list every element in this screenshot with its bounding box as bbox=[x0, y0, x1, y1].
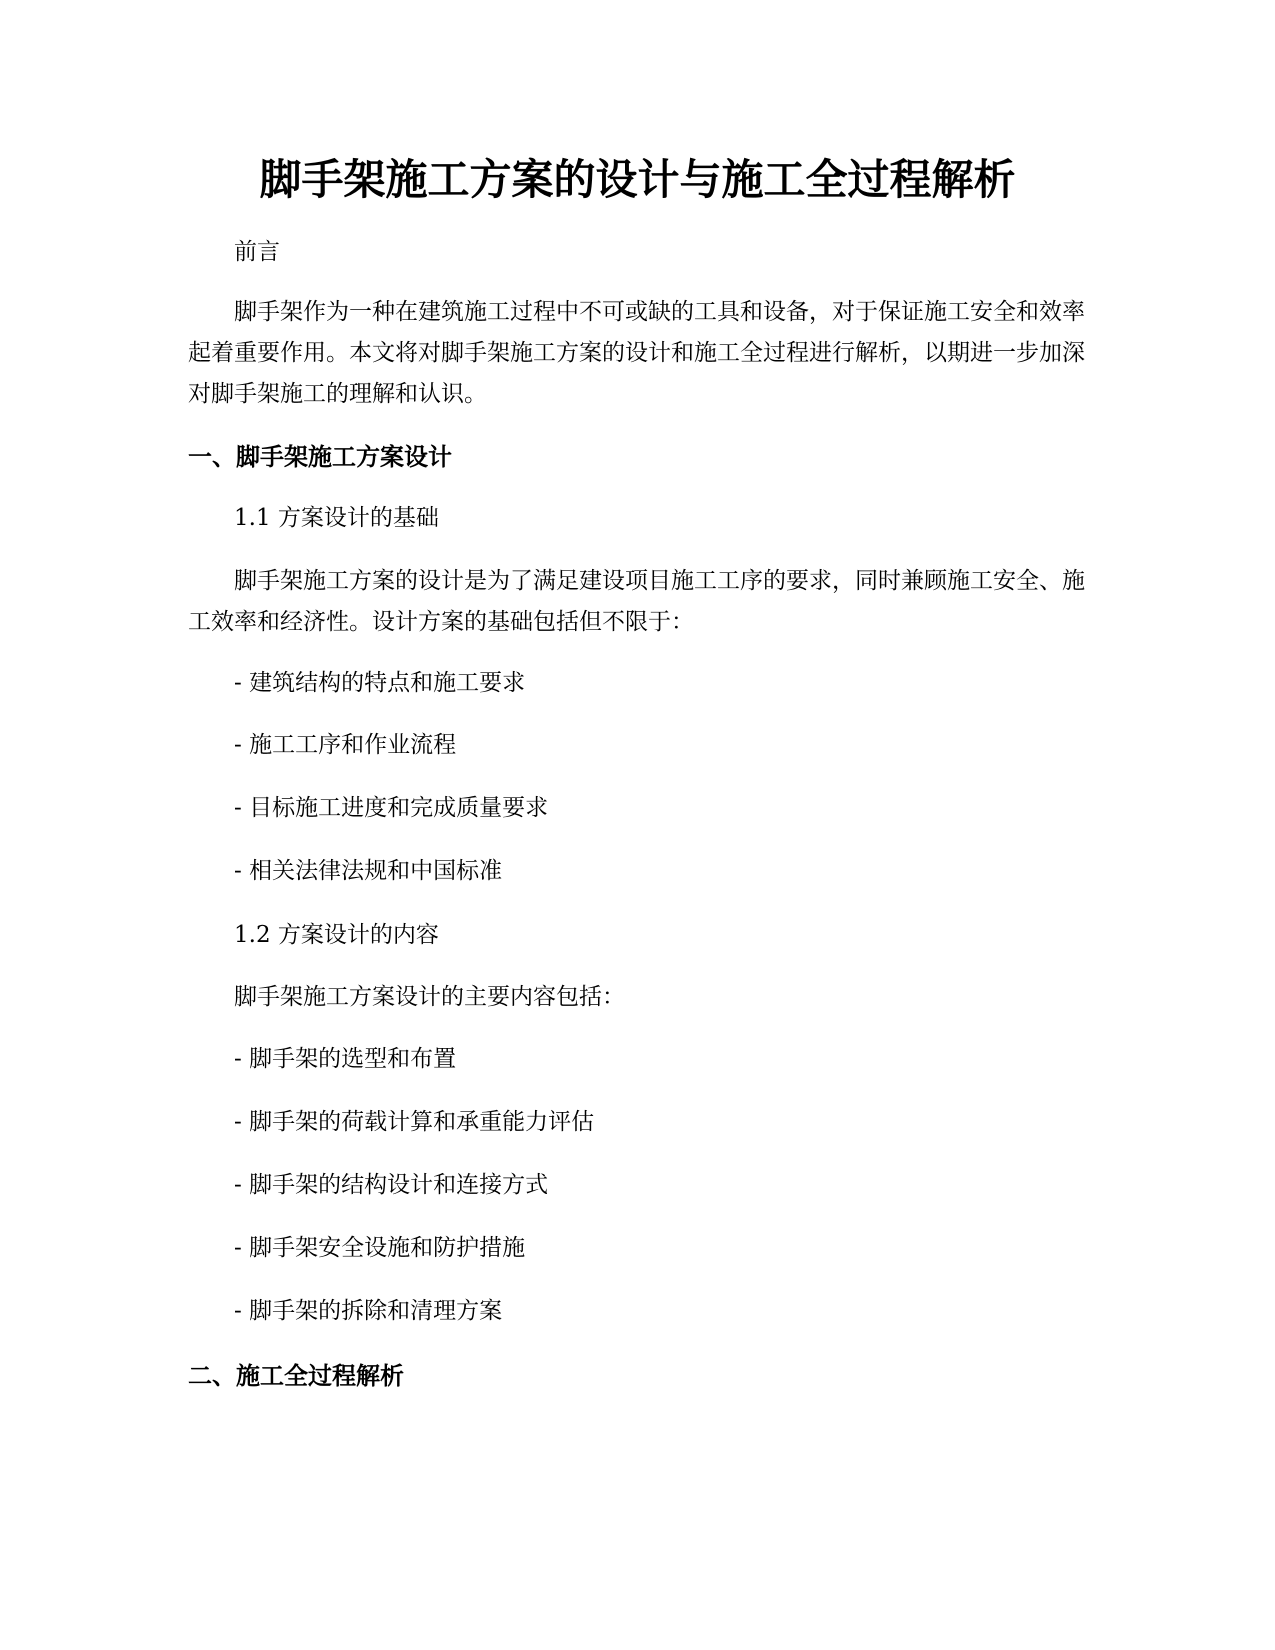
document-title: 脚手架施工方案的设计与施工全过程解析 bbox=[259, 155, 1016, 204]
subsection-1-1-text: 脚手架施工方案的设计是为了满足建设项目施工工序的要求，同时兼顾施工安全、施工效率和经济性。设计方案的基础包括但不限于： bbox=[188, 568, 1085, 635]
list-item: - 建筑结构的特点和施工要求 bbox=[234, 670, 526, 696]
list-item: - 脚手架安全设施和防护措施 bbox=[234, 1235, 526, 1261]
list-item: - 目标施工进度和完成质量要求 bbox=[234, 795, 549, 821]
subsection-1-2-text: 脚手架施工方案设计的主要内容包括： bbox=[234, 984, 625, 1010]
list-item: - 施工工序和作业流程 bbox=[234, 732, 457, 758]
intro-paragraph: 脚手架作为一种在建筑施工过程中不可或缺的工具和设备，对于保证施工安全和效率起着重要作用。本文将对脚手架施工方案的设计和施工全过程进行解析，以期进一步加深对脚手架施工的理解和认识。 bbox=[188, 299, 1085, 407]
list-item: - 脚手架的荷载计算和承重能力评估 bbox=[234, 1109, 595, 1135]
subsection-1-1-heading: 1.1 方案设计的基础 bbox=[234, 505, 439, 531]
list-item: - 脚手架的拆除和清理方案 bbox=[234, 1298, 503, 1324]
section-2-heading: 二、施工全过程解析 bbox=[188, 1362, 404, 1390]
list-item: - 相关法律法规和中国标准 bbox=[234, 858, 503, 884]
section-1-heading: 一、脚手架施工方案设计 bbox=[188, 443, 452, 471]
preface-label: 前言 bbox=[234, 239, 280, 265]
list-item: - 脚手架的选型和布置 bbox=[234, 1046, 457, 1072]
subsection-1-2-heading: 1.2 方案设计的内容 bbox=[234, 922, 439, 948]
list-item: - 脚手架的结构设计和连接方式 bbox=[234, 1172, 549, 1198]
